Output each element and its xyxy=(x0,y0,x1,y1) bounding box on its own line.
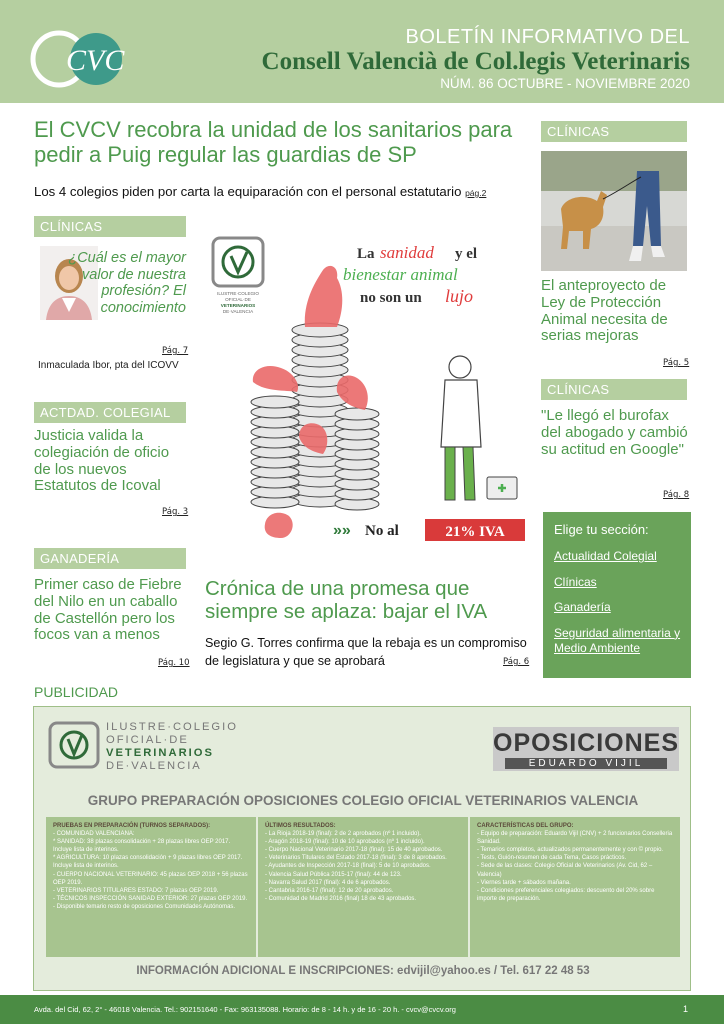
link-seguridad-alimentaria[interactable]: Seguridad alimentaria y Medio Ambiente xyxy=(554,625,681,656)
main-subtitle xyxy=(34,184,524,199)
slogan-sanidad: sanidad xyxy=(380,243,434,262)
ad-col2-line: - Cantabria 2016-17 (final): 12 de 20 aprobados. xyxy=(265,887,394,894)
ad-colegio-logo-icon xyxy=(48,721,100,769)
fiebre-headline-link[interactable]: Primer caso de Fiebre del Nilo en un caballo de Castellón pero los focos van a menos xyxy=(34,576,182,644)
slogan-nosonun: no son un xyxy=(360,290,422,306)
link-ganaderia[interactable]: Ganadería xyxy=(554,600,611,615)
main-subtitle-text: Los 4 colegios piden por carta la equiparación con el personal estatutario xyxy=(34,184,462,199)
section-chooser-title: Elige tu sección: xyxy=(554,522,649,537)
ad-column-pruebas xyxy=(46,817,256,957)
ad-col1-line: - VETERINARIOS TITULARES ESTADO: 7 plazas OEP 2019. xyxy=(53,887,219,894)
ad-col1-line: - TÉCNICOS INSPECCIÓN SANIDAD EXTERIOR: 27 plazas OEP 2019. xyxy=(53,895,248,902)
ad-coleg-line3: VETERINARIOS xyxy=(106,746,214,759)
ad-col3-line: - Temarios completos, actualizados permanentemente y con © propio. xyxy=(477,847,664,854)
ad-columns xyxy=(46,817,680,957)
issue-number: NÚM. 86 OCTUBRE - NOVIEMBRE 2020 xyxy=(440,76,690,91)
ad-col2-line: - La Rioja 2018-19 (final): 2 de 2 aprobados (nº 1 incluido). xyxy=(265,831,421,838)
slogan-yel: y el xyxy=(455,246,478,262)
question-page-ref[interactable]: Pág. 7 xyxy=(162,346,189,356)
publicidad-label: PUBLICIDAD xyxy=(34,684,119,700)
section-tag-clinicas: CLÍNICAS xyxy=(34,216,186,237)
bulletin-title: BOLETÍN INFORMATIVO DEL xyxy=(405,26,690,48)
logo-text: CVC xyxy=(66,44,125,77)
ad-column-resultados xyxy=(258,817,468,957)
section-tag-actividad: ACTDAD. COLEGIAL xyxy=(34,402,186,423)
ad-contact-info: INFORMACIÓN ADICIONAL E INSCRIPCIONES: edvijil@yahoo.es / Tel. 617 22 48 53 xyxy=(136,965,590,977)
oposiciones-brand xyxy=(493,727,679,771)
ad-col3-line: - Tests, Guión-resumen de cada Tema, Casos prácticos. xyxy=(477,855,627,862)
page-number: 1 xyxy=(682,1004,688,1014)
poster-coleg-line1: ILUSTRE·COLEGIO xyxy=(217,291,259,296)
ad-col1-line: * SANIDAD: 38 plazas consolidación + 28 plazas libres OEP 2017. Incluye lista de interinos. xyxy=(53,839,231,854)
chevrons-icon: »» xyxy=(333,522,351,539)
iva-campaign-poster xyxy=(205,232,530,544)
section-tag-clinicas-right-2: CLÍNICAS xyxy=(541,379,687,400)
footer-email-link[interactable]: cvcv@cvcv.org xyxy=(406,1005,456,1014)
justicia-headline-link[interactable]: Justicia valida la colegiación de oficio de los nuevos Estatutos de Icoval xyxy=(34,427,170,495)
link-actualidad-colegial[interactable]: Actualidad Colegial xyxy=(554,549,657,563)
poster-coleg-line3: VETERINARIOS xyxy=(220,303,256,308)
anteproyecto-page-ref[interactable]: Pág. 5 xyxy=(663,358,690,368)
ad-col2-line: - Veterinarios Titulares del Estado 2017-18 (final): 3 de 8 aprobados. xyxy=(265,855,447,862)
footer-address: Avda. del Cid, 62, 2° - 46018 Valencia. Tel.: 902151640 - Fax: 963135088. Horario: de 8 - 14 h. y de 16 - 20 h. - xyxy=(34,1005,404,1014)
iva-value: 21% IVA xyxy=(445,524,505,540)
main-headline-link[interactable]: El CVCV recobra la unidad de los sanitarios para pedir a Puig regular las guardias de SP xyxy=(34,117,513,167)
page-footer xyxy=(0,995,724,1024)
poster-coleg-line4: DE·VALENCIA xyxy=(222,309,254,314)
fiebre-page-ref[interactable]: Pág. 10 xyxy=(158,658,190,668)
section-chooser xyxy=(543,512,691,678)
ad-col3-line: - Sede de las clases: Colegio Oficial de Veterinarios (Av. Cid, 62 – Valencia) xyxy=(477,863,653,878)
anteproyecto-headline-link[interactable]: El anteproyecto de Ley de Protección Animal necesita de serias mejoras xyxy=(541,277,668,345)
question-headline-link[interactable]: ¿Cuál es el mayor valor de nuestra profesión? El conocimiento xyxy=(68,250,186,316)
ad-col2-line: - Cuerpo Nacional Veterinario 2017-18 (final): 15 de 40 aprobados. xyxy=(265,847,443,854)
burofax-page-ref[interactable]: Pág. 8 xyxy=(663,490,690,500)
ad-col1-line: - Disponible temario resto de oposiciones Comunidades Autónomas. xyxy=(53,903,236,910)
ad-col2-title: ÚLTIMOS RESULTADOS: xyxy=(265,823,336,829)
ad-headline: GRUPO PREPARACIÓN OPOSICIONES COLEGIO OFICIAL VETERINARIOS VALENCIA xyxy=(87,793,639,808)
cronica-page-ref[interactable]: Pág. 6 xyxy=(503,657,530,667)
ad-col1-line: * AGRICULTURA: 10 plazas consolidación + 9 plazas libres OEP 2017. Incluye lista de interinos. xyxy=(53,855,243,870)
justicia-page-ref[interactable]: Pág. 3 xyxy=(162,507,189,517)
ad-col1-line: - COMUNIDAD VALENCIANA: xyxy=(53,831,135,838)
ad-col3-line: - Equipo de preparación: Eduardo Vijil (CNV) + 2 funcionarios Conselleria Sanidad. xyxy=(477,831,673,846)
cronica-subtitle: Segio G. Torres confirma que la rebaja es un compromiso de legislatura y que se aprobará xyxy=(205,636,527,669)
section-tag-ganaderia: GANADERÍA xyxy=(34,548,186,569)
ad-col3-line: - Viernes tarde + sábados mañana. xyxy=(477,879,571,886)
slogan-la: La xyxy=(357,246,375,262)
org-name: Consell Valencià de Col.legis Veterinaris xyxy=(261,48,690,75)
slogan-bienestar: bienestar animal xyxy=(343,265,458,284)
cvcv-logo xyxy=(30,30,130,88)
ad-coleg-line4: DE·VALENCIA xyxy=(106,759,202,772)
ad-colegio-name xyxy=(106,721,238,773)
brand-subname: EDUARDO VIJIL xyxy=(505,758,667,769)
ad-col1-title: PRUEBAS EN PREPARACIÓN (TURNOS SEPARADOS): xyxy=(53,823,211,829)
ad-col2-line: - Valencia Salud Pública 2015-17 (final): 44 de 123. xyxy=(265,871,402,878)
ad-col2-line: - Aragón 2018-19 (final): 10 de 10 aprobados (nº 1 incluido). xyxy=(265,839,425,846)
ad-coleg-line1: ILUSTRE·COLEGIO xyxy=(106,721,238,733)
ad-col3-line: - Condiciones preferenciales colegiados: descuento del 20% sobre importe de preparación. xyxy=(477,887,655,902)
poster-coleg-line2: OFICIAL·DE xyxy=(225,297,251,302)
section-tag-clinicas-right: CLÍNICAS xyxy=(541,121,687,142)
main-page-ref[interactable]: pág.2 xyxy=(465,188,487,198)
burofax-headline-link[interactable]: "Le llegó el burofax del abogado y cambió su actitud en Google" xyxy=(541,407,688,458)
ad-col2-line: - Navarra Salud 2017 (final): 4 de 6 aprobados. xyxy=(265,879,391,886)
brand-name: OPOSICIONES xyxy=(493,729,680,757)
ad-col2-line: - Comunidad de Madrid 2016 (final) 18 de 43 aprobados. xyxy=(265,895,417,902)
ad-col2-line: - Ayudantes de Inspección 2017-18 (final): 5 de 10 aprobados. xyxy=(265,863,431,870)
dog-walking-photo xyxy=(541,151,687,271)
advertisement-box[interactable] xyxy=(33,706,691,991)
ad-col3-title: CARACTERÍSTICAS DEL GRUPO: xyxy=(477,823,574,829)
portrait-caption: Inmaculada Ibor, pta del ICOVV xyxy=(38,360,179,371)
link-clinicas[interactable]: Clínicas xyxy=(554,574,597,589)
ad-column-caracteristicas xyxy=(470,817,680,957)
iva-prefix: No al xyxy=(365,523,399,539)
slogan-lujo: lujo xyxy=(445,286,474,306)
cronica-headline-link[interactable]: Crónica de una promesa que siempre se aplaza: bajar el IVA xyxy=(205,577,488,623)
ad-col1-line: - CUERPO NACIONAL VETERINARIO: 45 plazas OEP 2018 + 56 plazas OEP 2019. xyxy=(53,871,248,886)
ad-coleg-line2: OFICIAL·DE xyxy=(106,733,189,746)
